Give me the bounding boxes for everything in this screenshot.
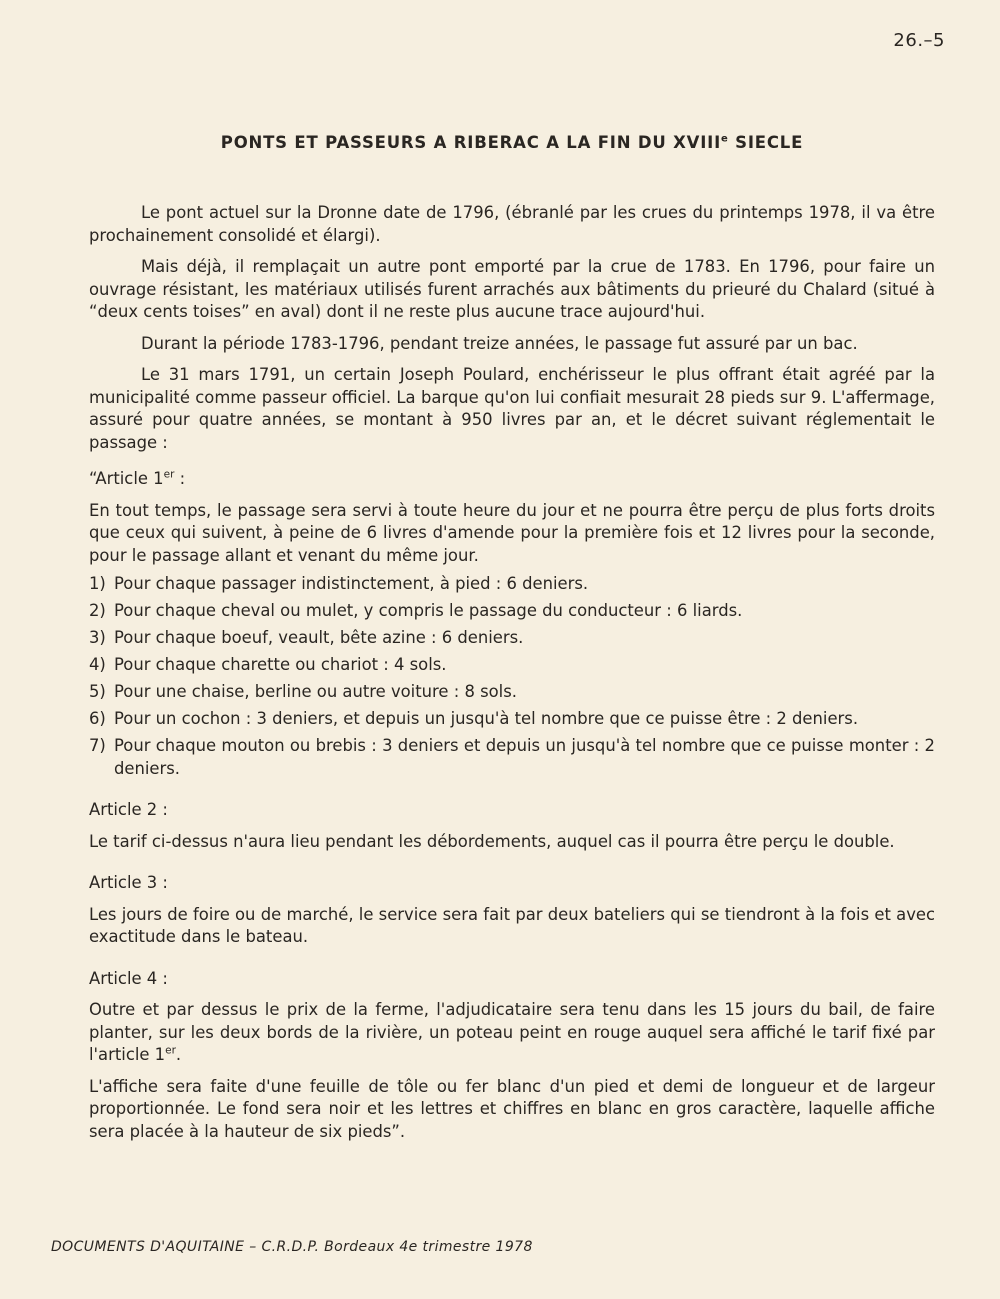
- list-item: [89, 654, 935, 677]
- list-item-number: 2): [89, 601, 106, 620]
- list-item: [89, 627, 935, 650]
- article-1-text: En tout temps, le passage sera servi à toute heure du jour et ne pourra être perçu de plus forts droits que ceux qui suivent, à peine de 6 livres d'amende pour la première fois et 12 livres pour la seconde, pour le passage allant et venant du même jour.: [89, 500, 935, 565]
- list-item-number: 1): [89, 574, 106, 593]
- list-item-number: 4): [89, 655, 106, 674]
- title-superscript: e: [721, 133, 729, 145]
- intro-paragraph-1: Le pont actuel sur la Dronne date de 1796, (ébranlé par les crues du printemps 1978, il va être prochainement consolidé et élargi).: [89, 203, 935, 245]
- list-item-number: 6): [89, 709, 106, 728]
- document-body: [89, 202, 935, 1143]
- page-number: 26.–5: [893, 30, 945, 51]
- tariff-list: [89, 573, 935, 780]
- intro-paragraph-2: Mais déjà, il remplaçait un autre pont emporté par la crue de 1783. En 1796, pour faire un ouvrage résistant, les matériaux utilisés furent arrachés aux bâtiments du prieuré du Chalard (situé à “deux cents toises” en aval) dont il ne reste plus aucune trace aujourd'hui.: [89, 257, 935, 321]
- page-title: [0, 133, 1000, 152]
- list-item: [89, 708, 935, 731]
- article-2-heading: Article 2 :: [89, 800, 168, 819]
- article-4-heading: Article 4 :: [89, 968, 168, 988]
- article-4-text-1-end: .: [175, 1045, 182, 1064]
- article-4-text-2: L'affiche sera faite d'une feuille de tôle ou fer blanc d'un pied et demi de longueur et de largeur proportionnée. Le fond sera noir et les lettres et chiffres en blanc en gros caractère, laquelle affiche sera placée à la hauteur de six pieds”.: [89, 1076, 935, 1141]
- article-4-text-1: [89, 999, 935, 1067]
- list-item: [89, 600, 935, 623]
- list-item: [89, 573, 935, 596]
- article-3-text: Les jours de foire ou de marché, le service sera fait par deux bateliers qui se tiendront à la fois et avec exactitude dans le bateau.: [89, 904, 935, 946]
- article-1-heading-text: “Article 1: [89, 469, 164, 488]
- title-text: PONTS ET PASSEURS A RIBERAC A LA FIN DU XVIII: [220, 133, 722, 152]
- list-item: [89, 735, 935, 780]
- article-3-heading: Article 3 :: [89, 873, 168, 892]
- list-item-text: Pour chaque mouton ou brebis : 3 deniers et depuis un jusqu'à tel nombre que ce puisse monter : 2 deniers.: [114, 736, 935, 778]
- list-item-text: Pour une chaise, berline ou autre voiture : 8 sols.: [114, 682, 517, 701]
- intro-paragraph-4: Le 31 mars 1791, un certain Joseph Poulard, enchérisseur le plus offrant était agréé par la municipalité comme passeur officiel. La barque qu'on lui confiait mesurait 28 pieds sur 9. L'affermage, assuré pour quatre années, se montant à 950 livres par an, et le décret suivant réglementait le passage :: [89, 365, 935, 452]
- list-item-text: Pour chaque charette ou chariot : 4 sols.: [114, 655, 447, 674]
- article-1-heading-sup: er: [163, 468, 175, 481]
- list-item-number: 7): [89, 736, 106, 755]
- list-item-number: 5): [89, 682, 106, 701]
- list-item-text: Pour chaque boeuf, veault, bête azine : 6 deniers.: [114, 628, 524, 647]
- list-item-text: Pour chaque cheval ou mulet, y compris le passage du conducteur : 6 liards.: [114, 601, 743, 620]
- article-1-heading: [89, 468, 935, 491]
- list-item-number: 3): [89, 628, 106, 647]
- title-text-end: SIECLE: [728, 133, 804, 152]
- list-item: [89, 681, 935, 704]
- list-item-text: Pour chaque passager indistinctement, à pied : 6 deniers.: [114, 574, 589, 593]
- article-2-text: Le tarif ci-dessus n'aura lieu pendant les débordements, auquel cas il pourra être perçu le double.: [89, 831, 895, 851]
- article-4-text-1-body: Outre et par dessus le prix de la ferme, l'adjudicataire sera tenu dans les 15 jours du bail, de faire planter, sur les deux bords de la rivière, un poteau peint en rouge auquel sera affiché le tarif fixé par l'article 1: [89, 1000, 935, 1064]
- intro-paragraph-3: Durant la période 1783-1796, pendant treize années, le passage fut assuré par un bac.: [141, 333, 858, 353]
- page-footer: DOCUMENTS D'AQUITAINE – C.R.D.P. Bordeaux 4e trimestre 1978: [51, 1239, 533, 1255]
- list-item-text: Pour un cochon : 3 deniers, et depuis un jusqu'à tel nombre que ce puisse être : 2 deniers.: [114, 709, 859, 728]
- article-4-text-1-sup: er: [165, 1044, 176, 1057]
- article-1-heading-end: :: [174, 469, 186, 488]
